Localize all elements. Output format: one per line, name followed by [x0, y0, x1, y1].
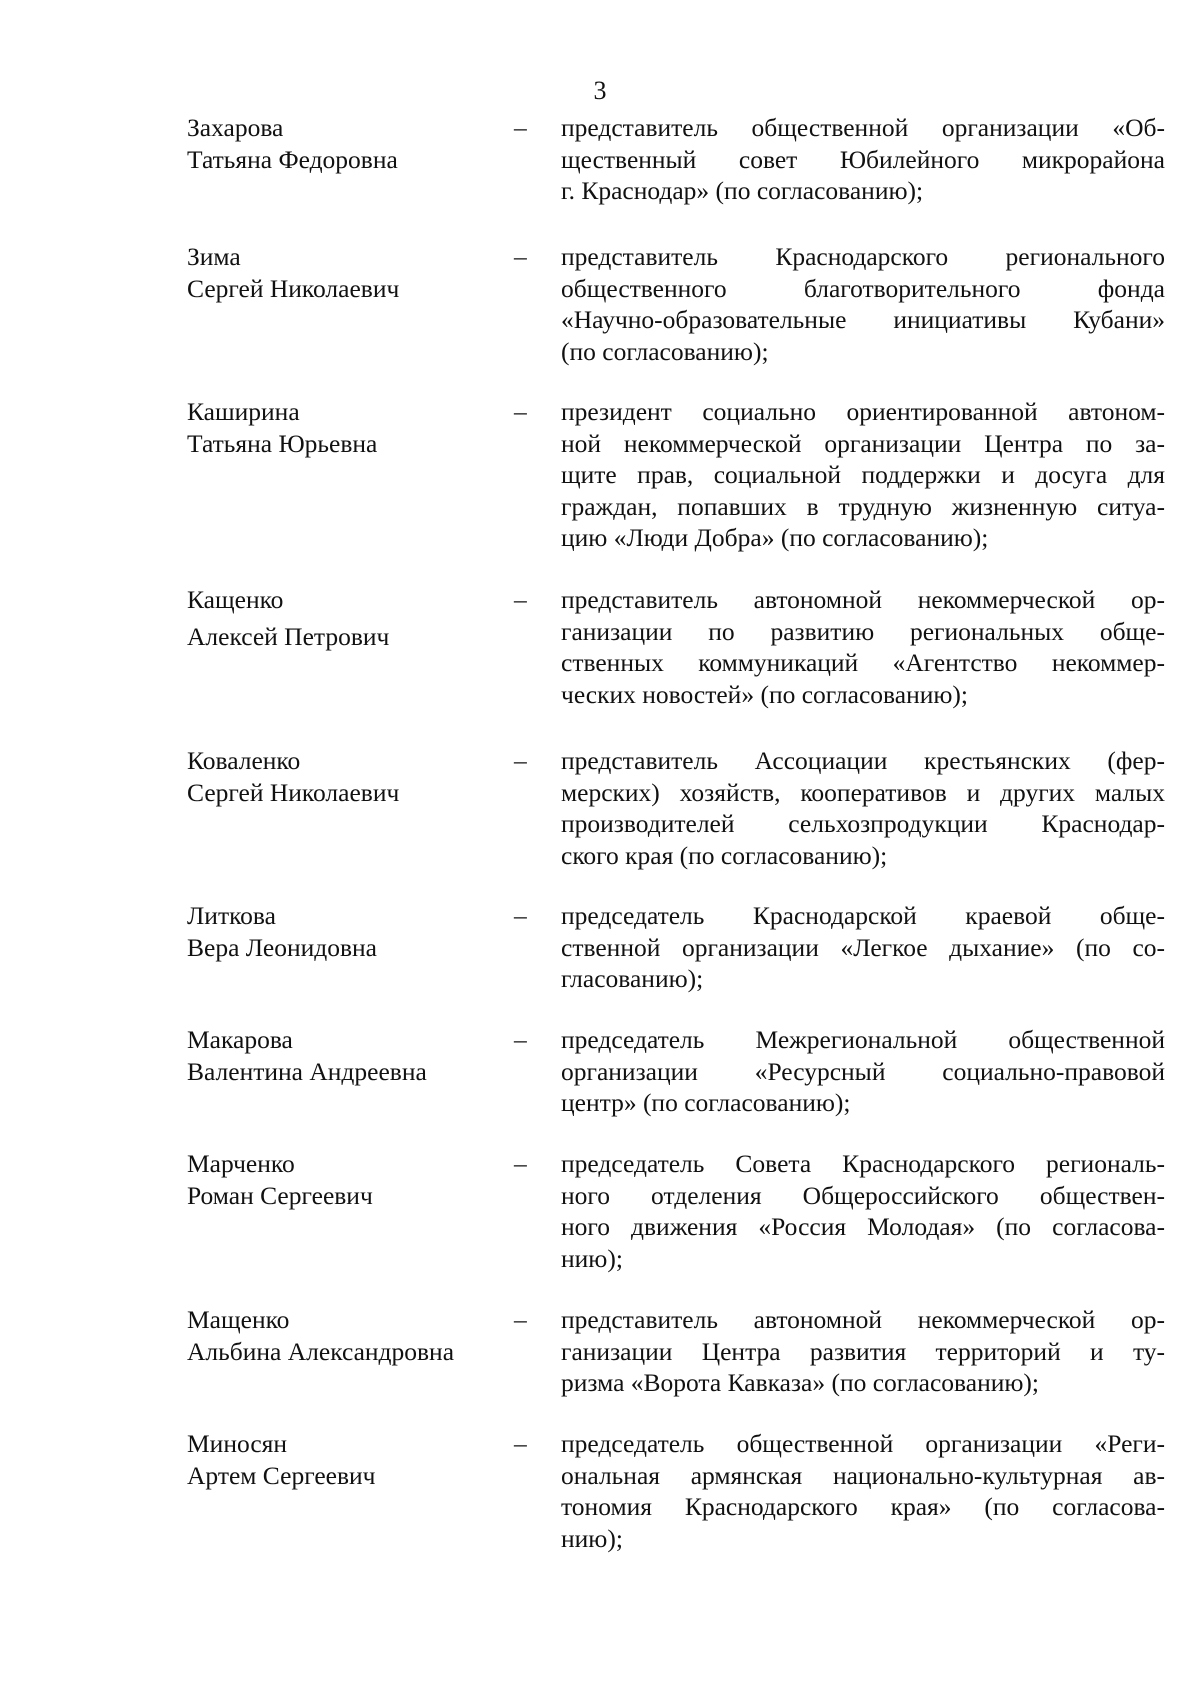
role-line: председатель Совета Краснодарского региональ- [561, 1149, 1165, 1178]
member-role [561, 241, 1165, 367]
member-name [187, 745, 517, 809]
member-role [561, 1304, 1165, 1399]
role-line: (по согласованию); [561, 336, 769, 366]
role-line: граждан, попавших в трудную жизненную ситуа- [561, 491, 1165, 521]
role-line: ной некоммерческой организации Центра по за- [561, 428, 1165, 458]
role-line: нию); [561, 1523, 623, 1553]
member-role [561, 1428, 1165, 1554]
member-given-names: Валентина Андреевна [187, 1057, 427, 1086]
member-given-names: Алексей Петрович [187, 622, 390, 651]
member-name [187, 1428, 517, 1492]
role-line: производителей сельхозпродукции Краснодар- [561, 809, 1165, 838]
dash-separator: – [514, 1025, 527, 1054]
member-surname: Макарова [187, 1025, 293, 1054]
role-line: ональная армянская национально-культурная ав- [561, 1460, 1165, 1490]
role-line: общественного благотворительного фонда [561, 273, 1165, 303]
dash-separator: – [514, 242, 527, 271]
member-given-names: Альбина Александровна [187, 1337, 455, 1366]
role-line: ного движения «Россия Молодая» (по согласова- [561, 1212, 1165, 1241]
role-line: нию); [561, 1243, 623, 1273]
role-line: ческих новостей» (по согласованию); [561, 679, 969, 709]
member-entry [0, 1428, 1200, 1553]
role-line: щественный совет Юбилейного микрорайона [561, 144, 1165, 174]
role-line: «Научно-образовательные инициативы Кубани» [561, 305, 1165, 334]
role-line: председатель общественной организации «Реги- [561, 1429, 1165, 1458]
member-surname: Захарова [187, 113, 284, 142]
member-name [187, 1024, 517, 1088]
role-line: представитель автономной некоммерческой ор- [561, 1305, 1165, 1334]
role-line: ственной организации «Легкое дыхание» (по со- [561, 932, 1165, 962]
member-surname: Зима [187, 242, 241, 271]
dash-separator: – [514, 901, 527, 930]
member-name [187, 112, 517, 176]
member-name [187, 584, 517, 653]
role-line: г. Краснодар» (по согласованию); [561, 176, 924, 205]
dash-separator: – [514, 1429, 527, 1458]
role-line: ганизации Центра развития территорий и ту- [561, 1336, 1165, 1366]
role-line: председатель Краснодарской краевой обще- [561, 901, 1165, 930]
member-surname: Коваленко [187, 746, 301, 775]
role-line: организации «Ресурсный социально-правовой [561, 1056, 1165, 1086]
role-line: президент социально ориентированной автоном- [561, 397, 1165, 426]
role-line: представитель автономной некоммерческой ор- [561, 585, 1165, 614]
member-entry [0, 241, 1200, 366]
role-line: щите прав, социальной поддержки и досуга для [561, 460, 1165, 489]
role-line: цию «Люди Добра» (по согласованию); [561, 523, 989, 552]
member-role [561, 900, 1165, 995]
member-given-names: Сергей Николаевич [187, 778, 400, 807]
dash-separator: – [514, 1149, 527, 1178]
member-name [187, 1148, 517, 1212]
dash-separator: – [514, 113, 527, 142]
member-entry [0, 584, 1200, 709]
member-entry [0, 1024, 1200, 1117]
member-entry [0, 112, 1200, 205]
dash-separator: – [514, 746, 527, 775]
member-given-names: Вера Леонидовна [187, 933, 377, 962]
member-entry [0, 1148, 1200, 1273]
role-line: ризма «Ворота Кавказа» (по согласованию); [561, 1368, 1040, 1397]
role-line: представитель общественной организации «Об- [561, 113, 1165, 142]
dash-separator: – [514, 585, 527, 614]
member-given-names: Сергей Николаевич [187, 274, 400, 303]
member-role [561, 584, 1165, 710]
member-surname: Литкова [187, 901, 276, 930]
member-given-names: Артем Сергеевич [187, 1461, 376, 1490]
page-number: 3 [593, 76, 607, 105]
member-name [187, 900, 517, 964]
member-name [187, 396, 517, 460]
member-role [561, 112, 1165, 207]
member-surname: Кащенко [187, 585, 284, 614]
role-line: председатель Межрегиональной общественной [561, 1025, 1165, 1054]
member-given-names: Татьяна Юрьевна [187, 429, 378, 458]
role-line: ственных коммуникаций «Агентство некоммер- [561, 648, 1165, 677]
role-line: представитель Краснодарского регионального [561, 242, 1165, 271]
member-name [187, 241, 517, 305]
role-line: гласованию); [561, 964, 704, 993]
dash-separator: – [514, 1305, 527, 1334]
member-name [187, 1304, 517, 1368]
role-line: тономия Краснодарского края» (по согласова- [561, 1492, 1165, 1521]
member-surname: Марченко [187, 1149, 295, 1178]
role-line: мерских) хозяйств, кооперативов и других малых [561, 777, 1165, 807]
role-line: представитель Ассоциации крестьянских (фер- [561, 746, 1165, 775]
member-role [561, 1024, 1165, 1119]
member-entry [0, 396, 1200, 552]
member-entry [0, 745, 1200, 870]
member-surname: Каширина [187, 397, 300, 426]
member-role [561, 745, 1165, 871]
member-given-names: Роман Сергеевич [187, 1181, 373, 1210]
role-line: центр» (по согласованию); [561, 1088, 851, 1117]
member-entry [0, 900, 1200, 993]
member-surname: Мащенко [187, 1305, 290, 1334]
member-entry [0, 1304, 1200, 1397]
member-surname: Миносян [187, 1429, 288, 1458]
member-role [561, 396, 1165, 554]
role-line: ганизации по развитию региональных обще- [561, 616, 1165, 646]
role-line: ского края (по согласованию); [561, 840, 888, 870]
member-role [561, 1148, 1165, 1274]
role-line: ного отделения Общероссийского обществен- [561, 1180, 1165, 1210]
dash-separator: – [514, 397, 527, 426]
member-given-names: Татьяна Федоровна [187, 145, 398, 174]
